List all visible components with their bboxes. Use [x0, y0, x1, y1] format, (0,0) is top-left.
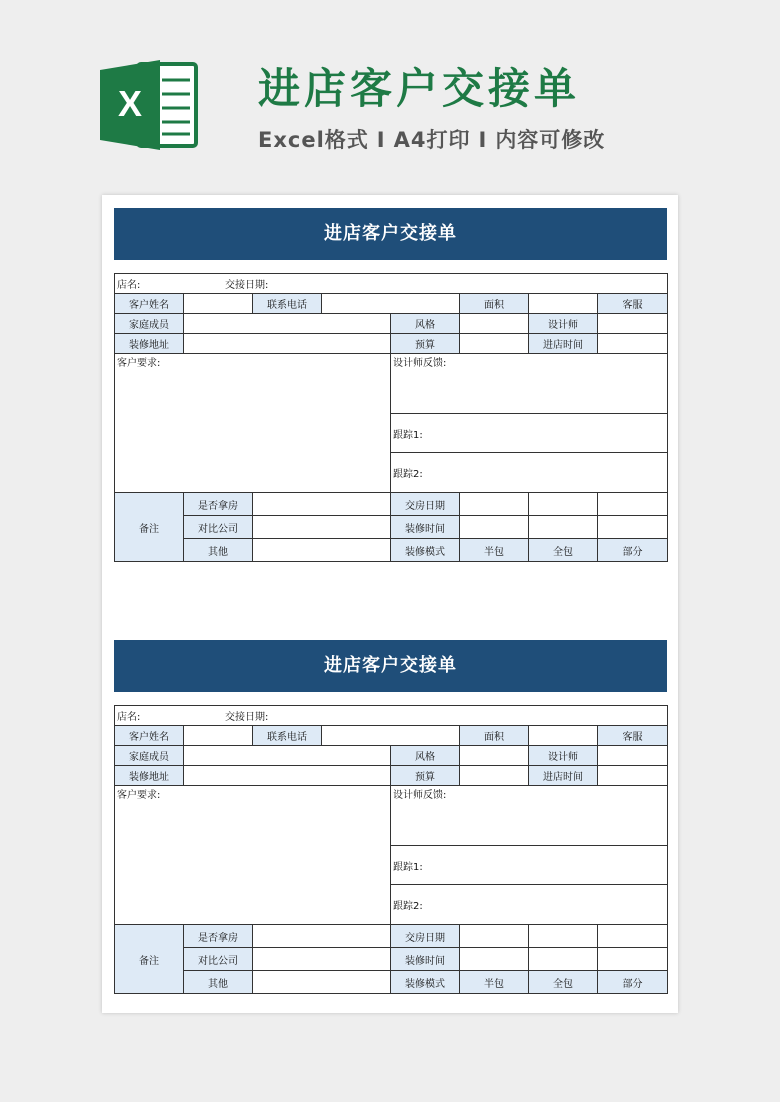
contact-phone-value[interactable]: [322, 726, 460, 746]
handover-date2-label: 交房日期: [391, 493, 460, 516]
store-label: 店名:: [117, 712, 141, 723]
family-members-label: 家庭成员: [115, 314, 184, 334]
budget-label: 预算: [391, 766, 460, 786]
subtitle-separator: I: [376, 128, 386, 152]
reno-time-value[interactable]: [460, 516, 529, 539]
family-members-label: 家庭成员: [115, 746, 184, 766]
has-house-label: 是否拿房: [184, 493, 253, 516]
compare-company-label: 对比公司: [184, 948, 253, 971]
reno-time-extra[interactable]: [529, 516, 598, 539]
subtitle: [258, 124, 605, 154]
form-table: [114, 273, 668, 562]
logo-letter: X: [117, 83, 143, 124]
visit-time-value[interactable]: [598, 334, 668, 354]
customer-service-label: 客服: [598, 294, 668, 314]
reno-time-extra[interactable]: [529, 948, 598, 971]
store-row: [115, 706, 668, 726]
followup1-cell[interactable]: 跟踪1:: [391, 845, 668, 885]
main-title: 进店客户交接单: [258, 64, 581, 113]
customer-service-label: 客服: [598, 726, 668, 746]
budget-value[interactable]: [460, 334, 529, 354]
style-label: 风格: [391, 746, 460, 766]
customer-name-value[interactable]: [184, 294, 253, 314]
style-value[interactable]: [460, 746, 529, 766]
designer-label: 设计师: [529, 314, 598, 334]
subtitle-print: A4打印: [393, 128, 471, 152]
remarks-label: 备注: [115, 493, 184, 562]
partial-option[interactable]: 部分: [598, 539, 668, 562]
form-table: [114, 705, 668, 994]
full-pack-option[interactable]: 全包: [529, 539, 598, 562]
followup2-cell[interactable]: 跟踪2:: [391, 453, 668, 493]
handover-form: [114, 640, 667, 994]
area-label: 面积: [460, 294, 529, 314]
handover-date-label: 交接日期:: [225, 712, 269, 723]
partial-option[interactable]: 部分: [598, 971, 668, 994]
reno-time-extra2[interactable]: [598, 948, 668, 971]
contact-phone-label: 联系电话: [253, 294, 322, 314]
style-label: 风格: [391, 314, 460, 334]
handover-form: [114, 208, 667, 562]
address-label: 装修地址: [115, 766, 184, 786]
remarks-label: 备注: [115, 925, 184, 994]
subtitle-editable: 内容可修改: [495, 128, 606, 152]
customer-name-value[interactable]: [184, 726, 253, 746]
budget-label: 预算: [391, 334, 460, 354]
designer-label: 设计师: [529, 746, 598, 766]
address-value[interactable]: [184, 334, 391, 354]
store-row: [115, 274, 668, 294]
compare-company-value[interactable]: [253, 948, 391, 971]
area-value[interactable]: [529, 294, 598, 314]
half-pack-option[interactable]: 半包: [460, 971, 529, 994]
followup1-cell[interactable]: 跟踪1:: [391, 413, 668, 453]
visit-time-label: 进店时间: [529, 766, 598, 786]
handover-date2-extra[interactable]: [529, 493, 598, 516]
handover-date2-extra[interactable]: [529, 925, 598, 948]
style-value[interactable]: [460, 314, 529, 334]
subtitle-separator: I: [478, 128, 488, 152]
contact-phone-value[interactable]: [322, 294, 460, 314]
handover-date2-extra2[interactable]: [598, 925, 668, 948]
area-label: 面积: [460, 726, 529, 746]
family-members-value[interactable]: [184, 746, 391, 766]
designer-feedback-cell[interactable]: 设计师反馈:: [391, 354, 668, 414]
handover-date2-value[interactable]: [460, 493, 529, 516]
reno-time-extra2[interactable]: [598, 516, 668, 539]
other-label: 其他: [184, 971, 253, 994]
compare-company-value[interactable]: [253, 516, 391, 539]
family-members-value[interactable]: [184, 314, 391, 334]
excel-logo-icon: [100, 60, 198, 150]
reno-mode-label: 装修模式: [391, 971, 460, 994]
area-value[interactable]: [529, 726, 598, 746]
other-value[interactable]: [253, 539, 391, 562]
full-pack-option[interactable]: 全包: [529, 971, 598, 994]
page-header: [0, 0, 780, 195]
handover-date2-extra2[interactable]: [598, 493, 668, 516]
paper-preview: [102, 195, 678, 1013]
requirements-cell[interactable]: 客户要求:: [115, 354, 391, 493]
customer-name-label: 客户姓名: [115, 726, 184, 746]
reno-time-label: 装修时间: [391, 948, 460, 971]
reno-mode-label: 装修模式: [391, 539, 460, 562]
designer-feedback-cell[interactable]: 设计师反馈:: [391, 786, 668, 846]
address-value[interactable]: [184, 766, 391, 786]
has-house-value[interactable]: [253, 493, 391, 516]
handover-date2-value[interactable]: [460, 925, 529, 948]
visit-time-label: 进店时间: [529, 334, 598, 354]
handover-date-label: 交接日期:: [225, 280, 269, 291]
budget-value[interactable]: [460, 766, 529, 786]
half-pack-option[interactable]: 半包: [460, 539, 529, 562]
has-house-label: 是否拿房: [184, 925, 253, 948]
requirements-cell[interactable]: 客户要求:: [115, 786, 391, 925]
visit-time-value[interactable]: [598, 766, 668, 786]
customer-name-label: 客户姓名: [115, 294, 184, 314]
reno-time-label: 装修时间: [391, 516, 460, 539]
other-value[interactable]: [253, 971, 391, 994]
store-label: 店名:: [117, 280, 141, 291]
reno-time-value[interactable]: [460, 948, 529, 971]
designer-value[interactable]: [598, 746, 668, 766]
has-house-value[interactable]: [253, 925, 391, 948]
subtitle-format: Excel格式: [258, 128, 369, 152]
compare-company-label: 对比公司: [184, 516, 253, 539]
handover-date2-label: 交房日期: [391, 925, 460, 948]
followup2-cell[interactable]: 跟踪2:: [391, 885, 668, 925]
form-title: 进店客户交接单: [114, 208, 667, 260]
address-label: 装修地址: [115, 334, 184, 354]
other-label: 其他: [184, 539, 253, 562]
form-title: 进店客户交接单: [114, 640, 667, 692]
contact-phone-label: 联系电话: [253, 726, 322, 746]
designer-value[interactable]: [598, 314, 668, 334]
